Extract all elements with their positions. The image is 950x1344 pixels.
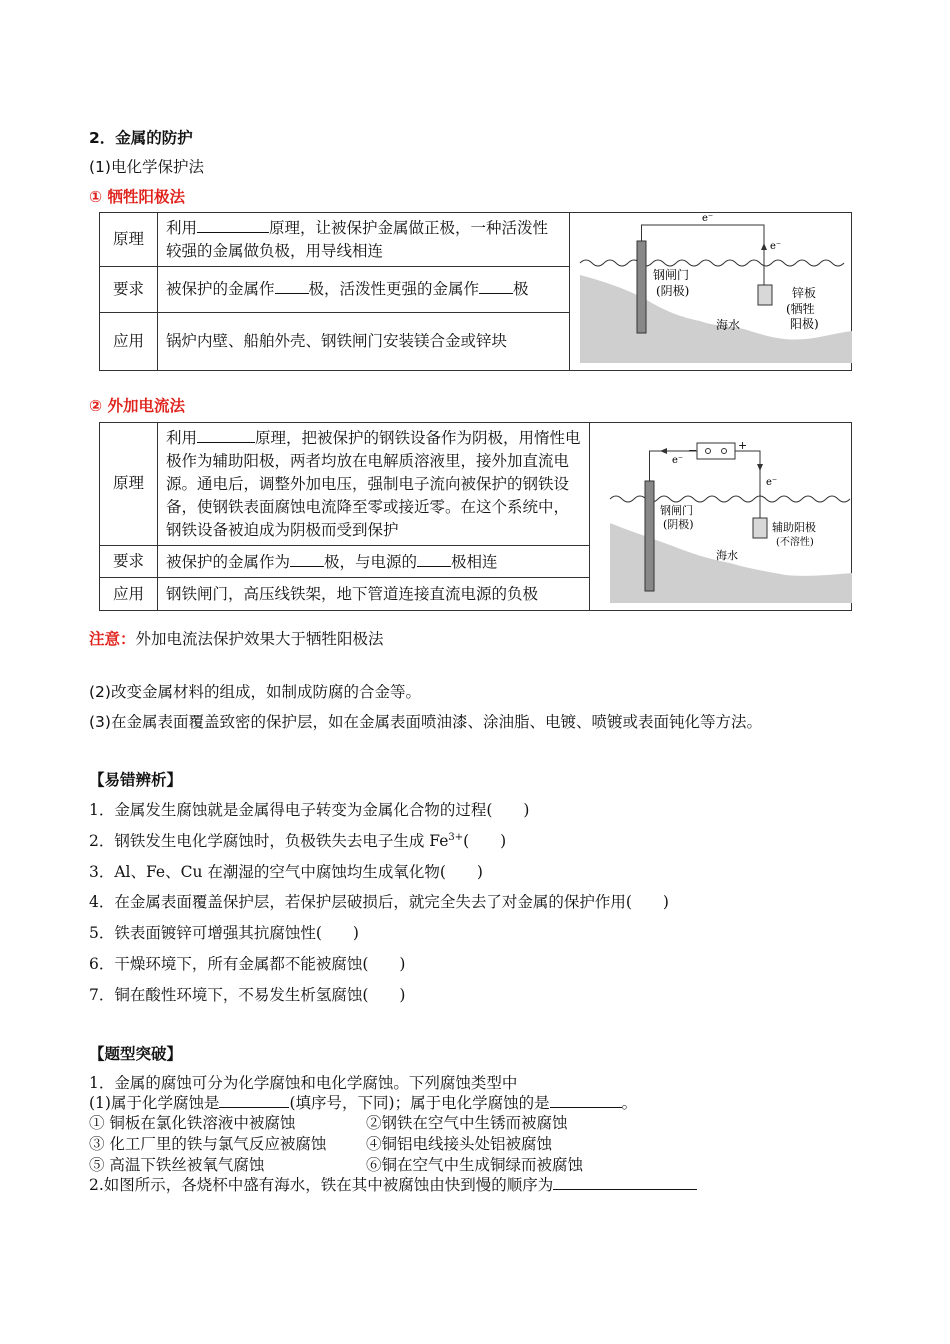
gate-label: 钢闸门	[660, 504, 693, 517]
option-6: ⑥铜在空气中生成铜绿而被腐蚀	[366, 1156, 584, 1174]
electron-arrow-left	[660, 448, 667, 454]
auxiliary-anode	[753, 518, 767, 538]
gate-label-cathode: (阴极)	[656, 284, 690, 298]
zinc-label: 锌板	[792, 286, 817, 300]
row-label-requirement: 要求	[100, 545, 158, 578]
question1-stem: 1．金属的腐蚀可分为化学腐蚀和电化学腐蚀。下列腐蚀类型中	[89, 1074, 518, 1092]
impressed-current-table	[99, 422, 852, 611]
row-label-principle: 原理	[100, 213, 158, 267]
option-4: ④铜铝电线接头处铝被腐蚀	[366, 1135, 553, 1153]
question1-part1: (1)属于化学腐蚀是 (填序号，下同)；属于电化学腐蚀的是 。	[89, 1091, 637, 1113]
error-item: 3．Al、Fe、Cu 在潮湿的空气中腐蚀均生成氧化物( )	[89, 863, 483, 881]
application-text: 钢铁闸门，高压线铁架，地下管道连接直流电源的负极	[158, 578, 590, 611]
zinc-block	[758, 285, 772, 305]
steel-gate	[645, 481, 654, 591]
row-label-application: 应用	[100, 578, 158, 611]
method1-title: ① 牺牲阳极法	[89, 188, 186, 206]
option-1: ① 铜板在氯化铁溶液中被腐蚀	[89, 1114, 296, 1132]
electron-right-label: e⁻	[766, 477, 778, 488]
water-surface	[580, 260, 844, 266]
requirement-text: 被保护的金属作为 极，与电源的 极相连	[158, 545, 590, 578]
impressed-current-figure-cell	[590, 423, 852, 611]
gate-label: 钢闸门	[653, 268, 690, 282]
option-2: ②钢铁在空气中生锈而被腐蚀	[366, 1114, 568, 1132]
electron-arrow-right	[757, 464, 763, 471]
power-source	[697, 443, 735, 459]
option-3: ③ 化工厂里的铁与氯气反应被腐蚀	[89, 1135, 327, 1153]
error-item: 2．钢铁发生电化学腐蚀时，负极铁失去电子生成 $Fe^{3+}$( )	[89, 831, 507, 850]
question2: 2.如图所示，各烧杯中盛有海水，铁在其中被腐蚀由快到慢的顺序为	[89, 1173, 697, 1195]
answer-blank[interactable]	[219, 1091, 289, 1108]
note-text: 外加电流法保护效果大于牺牲阳极法	[135, 630, 384, 648]
electron-left-label: e⁻	[672, 455, 684, 466]
minus-sign: −	[688, 444, 698, 457]
answer-blank[interactable]	[197, 216, 269, 233]
error-item: 4．在金属表面覆盖保护层，若保护层破损后，就完全失去了对金属的保护作用( )	[89, 893, 669, 911]
anode-label: 辅助阳极	[772, 521, 816, 534]
impressed-current-diagram	[590, 423, 852, 603]
option-5: ⑤ 高温下铁丝被氧气腐蚀	[89, 1156, 265, 1174]
wire-right	[735, 451, 760, 518]
electron-top-label: e⁻	[702, 213, 714, 224]
row-label-principle: 原理	[100, 423, 158, 546]
section-heading: 2．金属的防护	[89, 129, 193, 147]
zinc-label-2: (牺牲	[786, 302, 815, 316]
subsection-alloy: (2)改变金属材料的组成，如制成防腐的合金等。	[89, 683, 421, 701]
error-item: 1．金属发生腐蚀就是金属得电子转变为金属化合物的过程( )	[89, 801, 530, 819]
row-label-requirement: 要求	[100, 267, 158, 313]
zinc-label-3: 阳极)	[790, 317, 819, 331]
seawater-label: 海水	[716, 318, 741, 332]
note	[89, 627, 384, 649]
method2-title: ② 外加电流法	[89, 397, 186, 415]
breakthrough-title: 【题型突破】	[89, 1045, 183, 1063]
error-item: 7．铜在酸性环境下，不易发生析氢腐蚀( )	[89, 986, 406, 1004]
answer-blank[interactable]	[417, 550, 451, 567]
steel-gate	[637, 241, 646, 333]
principle-text: 利用 原理，把被保护的钢铁设备作为阴极，用惰性电极作为辅助阳极，两者均放在电解质溶液里，接外加直流电源。通电后，调整外加电压，强制电子流向被保护的钢铁设备，使钢铁表面腐蚀电流降至零或接近零。在这个系统中，钢铁设备被迫成为阴极而受到保护	[158, 423, 590, 546]
note-label: 注意：	[89, 630, 136, 648]
error-item: 5．铁表面镀锌可增强其抗腐蚀性( )	[89, 924, 359, 942]
answer-blank[interactable]	[479, 277, 513, 294]
plus-sign: +	[738, 439, 748, 452]
seawater-label: 海水	[716, 549, 738, 562]
principle-text: 利用 原理，让被保护金属做正极，一种活泼性较强的金属做负极，用导线相连	[158, 213, 570, 267]
anode-label-2: (不溶性)	[776, 537, 814, 548]
application-text: 锅炉内壁、船舶外壳、钢铁闸门安装镁合金或锌块	[158, 312, 570, 370]
answer-blank[interactable]	[290, 550, 324, 567]
answer-blank[interactable]	[275, 277, 309, 294]
electron-side-label: e⁻	[770, 241, 782, 252]
row-label-application: 应用	[100, 312, 158, 370]
electron-arrow	[761, 243, 767, 250]
sacrificial-anode-table	[99, 212, 852, 371]
gate-label-cathode: (阴极)	[663, 518, 694, 531]
error-item: 6．干燥环境下，所有金属都不能被腐蚀( )	[89, 955, 406, 973]
subsection-electrochemical: (1)电化学保护法	[89, 158, 204, 176]
error-analysis-title: 【易错辨析】	[89, 771, 183, 789]
subsection-coating: (3)在金属表面覆盖致密的保护层，如在金属表面喷油漆、涂油脂、电镀、喷镀或表面钝化等方法。	[89, 713, 762, 731]
answer-blank[interactable]	[550, 1091, 622, 1108]
answer-blank[interactable]	[553, 1173, 697, 1190]
answer-blank[interactable]	[197, 426, 255, 443]
sacrificial-anode-diagram	[570, 213, 852, 363]
sacrificial-anode-figure-cell	[570, 213, 852, 371]
requirement-text: 被保护的金属作 极，活泼性更强的金属作 极	[158, 267, 570, 313]
